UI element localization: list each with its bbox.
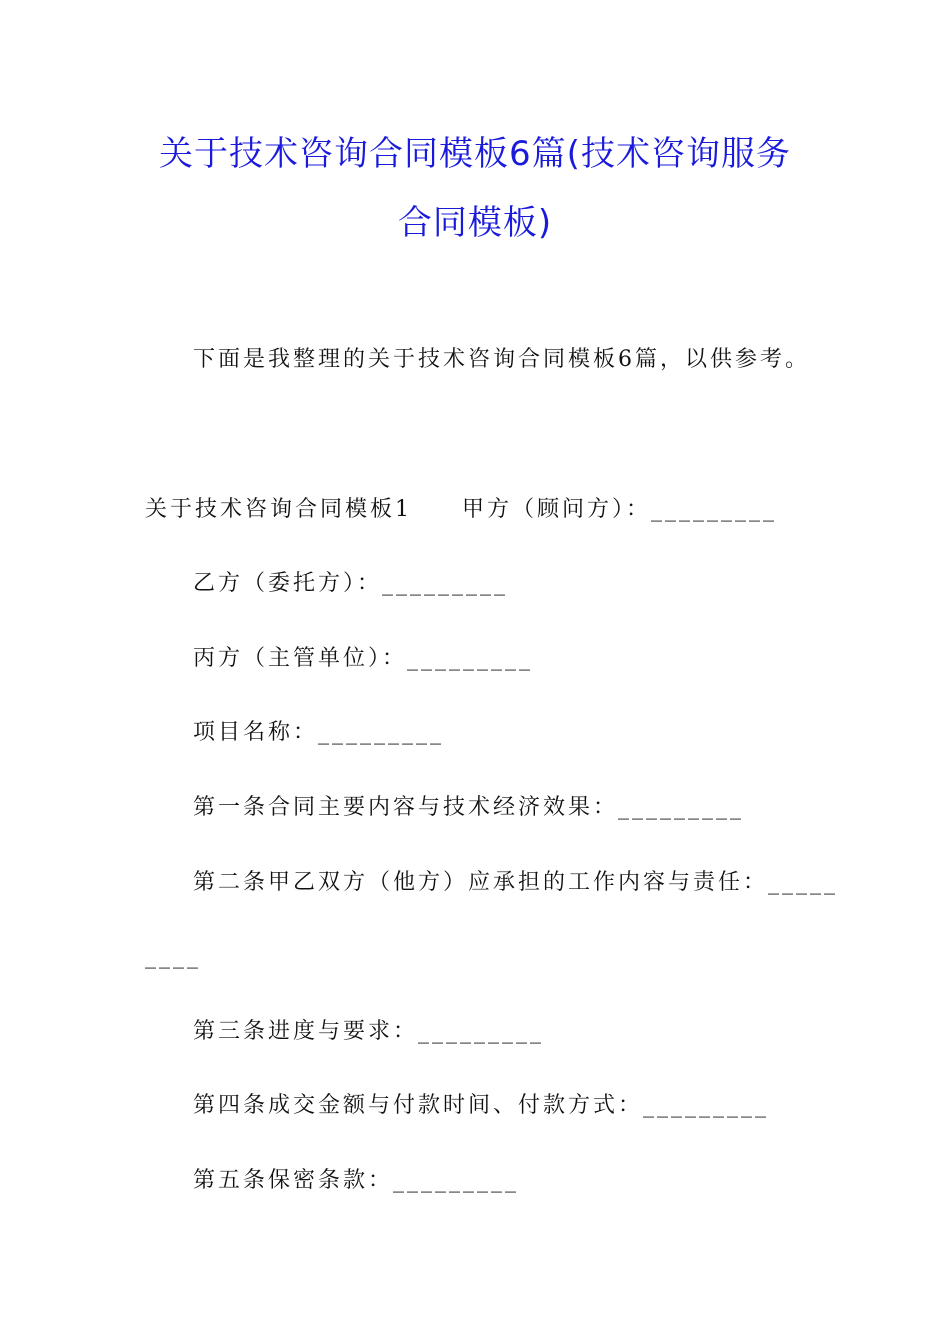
document-title-line-2: 合同模板) xyxy=(397,203,553,243)
document-title-line-1: 关于技术咨询合同模板6篇(技术咨询服务 xyxy=(159,134,791,174)
article-2-continuation: ____ xyxy=(145,944,201,969)
intro-paragraph: 下面是我整理的关于技术咨询合同模板6篇，以供参考。 xyxy=(193,347,810,372)
article-3-line: 第三条进度与要求：_________ xyxy=(193,1019,545,1044)
article-4-line: 第四条成交金额与付款时间、付款方式：_________ xyxy=(193,1093,770,1118)
article-5-line: 第五条保密条款：_________ xyxy=(193,1168,520,1193)
article-2-line: 第二条甲乙双方（他方）应承担的工作内容与责任：_____ xyxy=(193,870,839,895)
article-1-line: 第一条合同主要内容与技术经济效果：_________ xyxy=(193,795,745,820)
party-b-line: 乙方（委托方）：_________ xyxy=(193,571,509,596)
contract-heading-party-a: 关于技术咨询合同模板1 甲方（顾问方）：_________ xyxy=(145,497,777,522)
party-c-line: 丙方（主管单位）：_________ xyxy=(193,646,534,671)
project-name-line: 项目名称：_________ xyxy=(193,720,445,745)
